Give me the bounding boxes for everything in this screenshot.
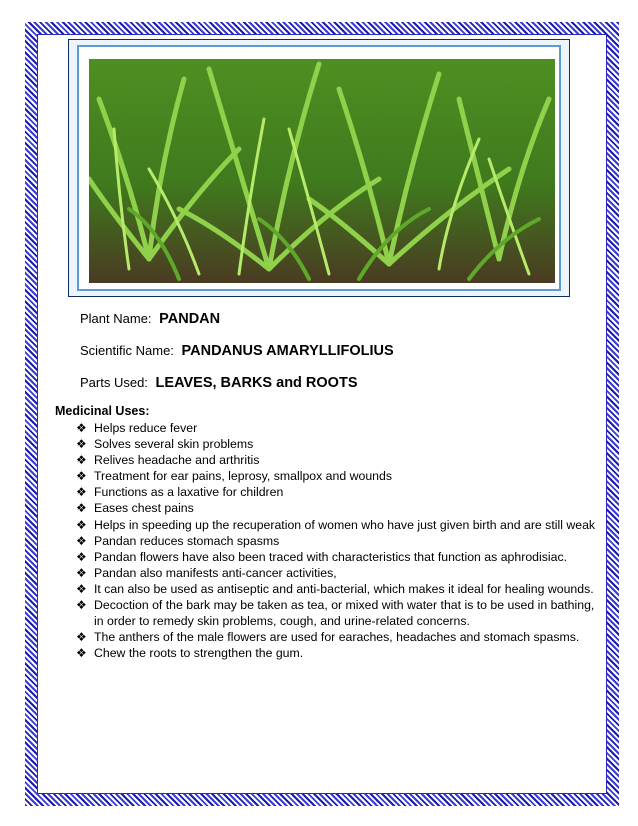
diamond-bullet-icon: ❖	[76, 549, 87, 564]
list-item	[76, 484, 598, 500]
list-item-text: Eases chest pains	[94, 501, 194, 516]
diamond-bullet-icon: ❖	[76, 598, 87, 613]
list-item	[76, 645, 598, 661]
scientific-name-value: PANDANUS AMARYLLIFOLIUS	[181, 343, 394, 359]
diamond-bullet-icon: ❖	[76, 453, 87, 468]
list-item-text: Helps reduce fever	[94, 421, 198, 435]
list-item	[76, 549, 598, 565]
diamond-bullet-icon: ❖	[76, 501, 87, 516]
list-item	[76, 533, 598, 549]
parts-used-field	[80, 375, 358, 391]
diamond-bullet-icon: ❖	[76, 437, 87, 452]
list-item	[76, 629, 598, 645]
parts-used-value: LEAVES, BARKS and ROOTS	[155, 375, 358, 391]
medicinal-uses-heading: Medicinal Uses:	[55, 404, 150, 418]
diamond-bullet-icon: ❖	[76, 421, 87, 435]
scientific-name-field	[80, 343, 394, 359]
list-item-text: It can also be used as antiseptic and anti-bacterial, which makes it ideal for healing wounds.	[94, 581, 594, 596]
list-item	[76, 565, 598, 581]
list-item-text: Functions as a laxative for children	[94, 485, 284, 500]
list-item	[76, 452, 598, 468]
list-item-text: Decoction of the bark may be taken as tea, or mixed with water that is to be used in bathing, in order to remedy skin problems, cough, and urine-related concerns.	[94, 598, 595, 629]
scientific-name-label: Scientific Name:	[80, 343, 174, 358]
list-item	[76, 517, 598, 533]
photo-frame	[68, 39, 570, 297]
list-item-text: Treatment for ear pains, leprosy, smallpox and wounds	[94, 469, 393, 484]
diamond-bullet-icon: ❖	[76, 533, 87, 548]
diamond-bullet-icon: ❖	[76, 485, 87, 500]
list-item-text: The anthers of the male flowers are used for earaches, headaches and stomach spasms.	[94, 630, 580, 645]
diamond-bullet-icon: ❖	[76, 517, 87, 532]
diamond-bullet-icon: ❖	[76, 565, 87, 580]
list-item-text: Relives headache and arthritis	[94, 453, 260, 468]
list-item-text: Pandan flowers have also been traced with characteristics that function as aphrodisiac.	[94, 549, 568, 564]
photo-inner-frame	[77, 45, 561, 291]
list-item	[76, 500, 598, 516]
diamond-bullet-icon: ❖	[76, 630, 87, 645]
diamond-bullet-icon: ❖	[76, 646, 87, 661]
plant-name-label: Plant Name:	[80, 311, 152, 326]
medicinal-uses-list	[76, 420, 598, 661]
diamond-bullet-icon: ❖	[76, 469, 87, 484]
list-item	[76, 436, 598, 452]
diamond-bullet-icon: ❖	[76, 581, 87, 596]
list-item	[76, 597, 598, 629]
list-item-text: Helps in speeding up the recuperation of women who have just given birth and are still weak	[94, 517, 596, 532]
plant-name-field	[80, 311, 220, 327]
list-item-text: Pandan reduces stomach spasms	[94, 533, 280, 548]
list-item-text: Pandan also manifests anti-cancer activities,	[94, 565, 337, 580]
list-item	[76, 581, 598, 597]
list-item	[76, 468, 598, 484]
plant-name-value: PANDAN	[159, 311, 221, 327]
pandan-plant-image	[89, 59, 555, 283]
list-item	[76, 420, 598, 436]
list-item-text: Solves several skin problems	[94, 437, 254, 452]
parts-used-label: Parts Used:	[80, 375, 148, 390]
list-item-text: Chew the roots to strengthen the gum.	[94, 646, 304, 661]
